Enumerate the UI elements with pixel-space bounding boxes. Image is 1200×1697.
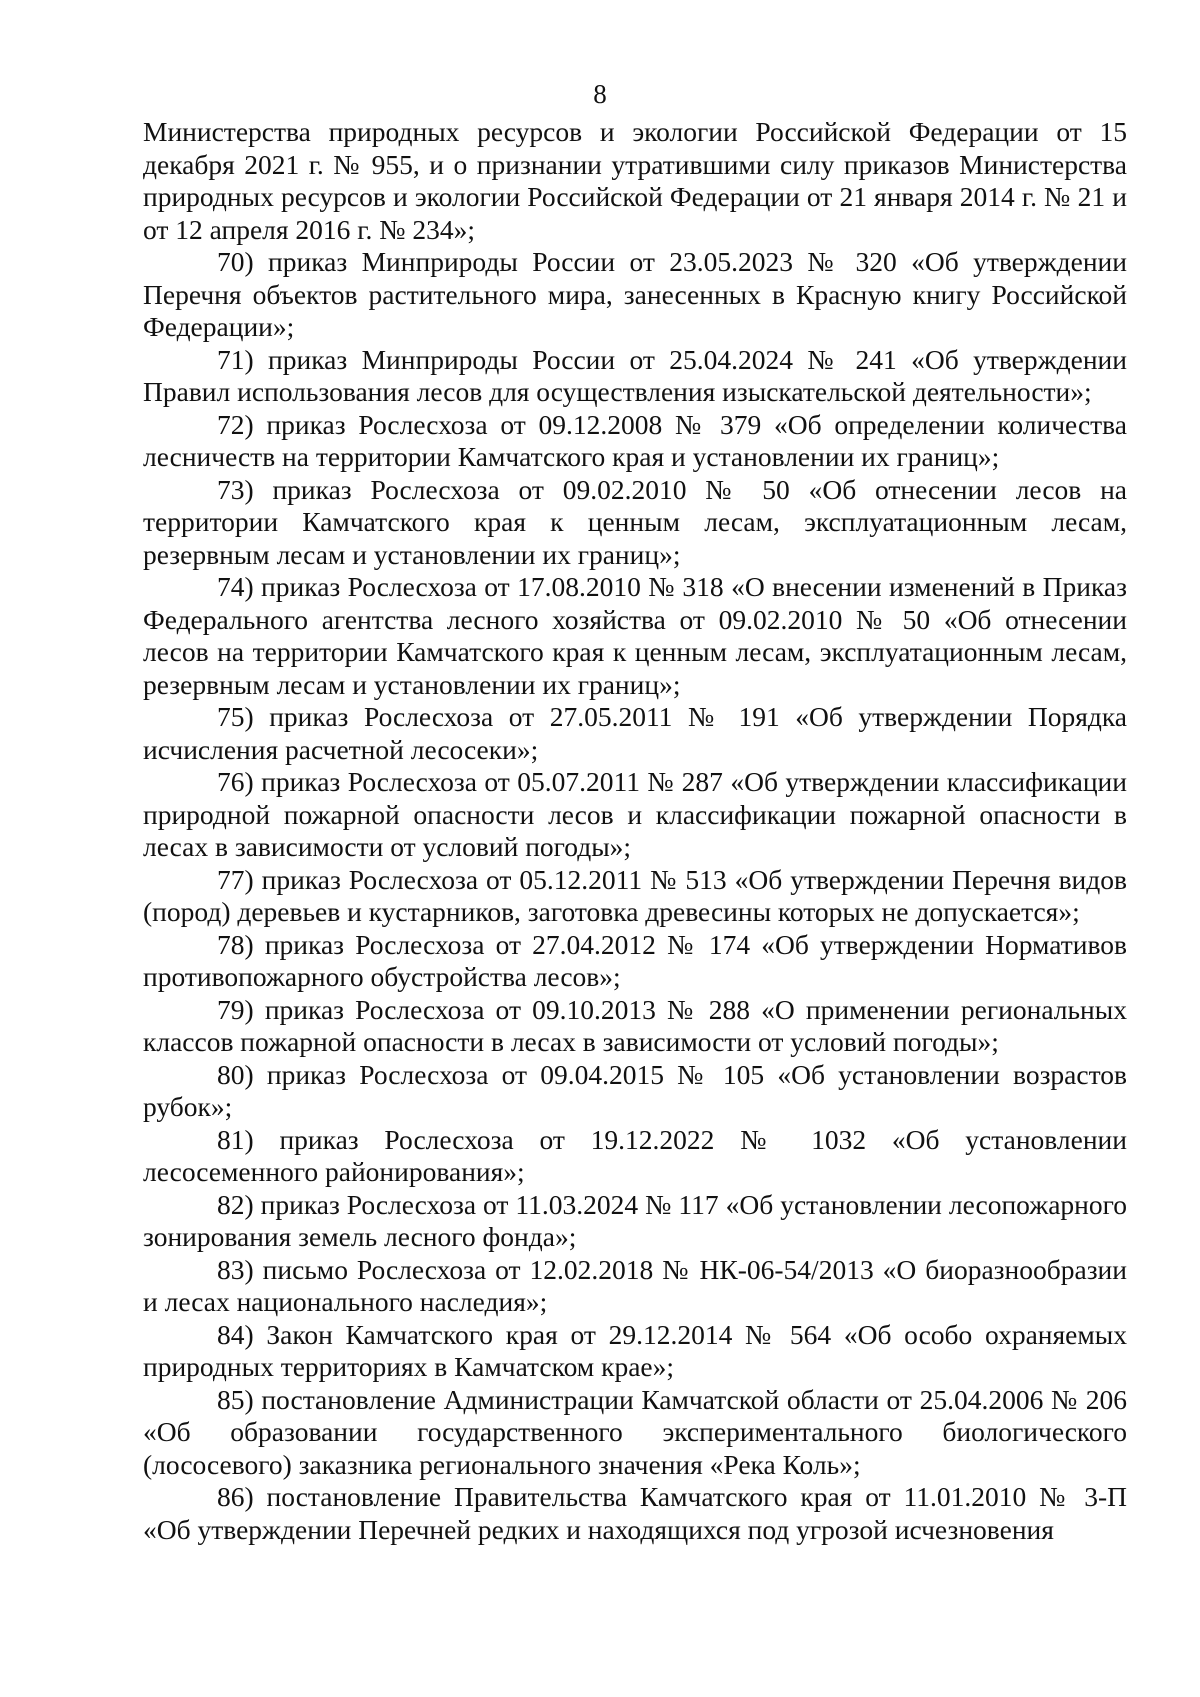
list-item-70: 70) приказ Минприроды России от 23.05.2023 № 320 «Об утверждении Перечня объектов растительного мира, занесенных в Красную книгу Российской Федерации»;	[143, 246, 1127, 342]
list-item-81: 81) приказ Рослесхоза от 19.12.2022 № 1032 «Об установлении лесосеменного районирования»;	[143, 1123, 1127, 1187]
list-item-82: 82) приказ Рослесхоза от 11.03.2024 № 117 «Об установлении лесопожарного зонирования земель лесного фонда»;	[143, 1188, 1127, 1252]
list-item-71: 71) приказ Минприроды России от 25.04.2024 № 241 «Об утверждении Правил использования лесов для осуществления изыскательской деятельности»;	[143, 343, 1127, 407]
page-number: 8	[593, 79, 607, 109]
list-item-85: 85) постановление Администрации Камчатской области от 25.04.2006 № 206 «Об образовании государственного экспериментального биологического (лососевого) заказника регионального значения «Река Коль»;	[143, 1383, 1127, 1480]
list-item-84: 84) Закон Камчатского края от 29.12.2014 № 564 «Об особо охраняемых природных территориях в Камчатском крае»;	[143, 1318, 1127, 1382]
list-item-74: 74) приказ Рослесхоза от 17.08.2010 № 318 «О внесении изменений в Приказ Федерального агентства лесного хозяйства от 09.02.2010 № 50 «Об отнесении лесов на территории Камчатского края к ценным лесам, эксплуатационным лесам, резервным лесам и установлении их границ»;	[143, 571, 1127, 700]
document-body	[143, 116, 1127, 1546]
list-item-73: 73) приказ Рослесхоза от 09.02.2010 № 50 «Об отнесении лесов на территории Камчатского края к ценным лесам, эксплуатационным лесам, резервным лесам и установлении их границ»;	[143, 473, 1127, 570]
paragraph-continuation: Министерства природных ресурсов и экологии Российской Федерации от 15 декабря 2021 г. № 955, и о признании утратившими силу приказов Министерства природных ресурсов и экологии Российской Федерации от 21 января 2014 г. № 21 и от 12 апреля 2016 г. № 234»;	[143, 116, 1127, 245]
list-item-80: 80) приказ Рослесхоза от 09.04.2015 № 105 «Об установлении возрастов рубок»;	[143, 1058, 1127, 1122]
list-item-75: 75) приказ Рослесхоза от 27.05.2011 № 191 «Об утверждении Порядка исчисления расчетной лесосеки»;	[143, 701, 1127, 765]
list-item-72: 72) приказ Рослесхоза от 09.12.2008 № 379 «Об определении количества лесничеств на территории Камчатского края и установлении их границ»;	[143, 408, 1127, 472]
list-item-77: 77) приказ Рослесхоза от 05.12.2011 № 513 «Об утверждении Перечня видов (пород) деревьев и кустарников, заготовка древесины которых не допускается»;	[143, 863, 1127, 927]
list-item-79: 79) приказ Рослесхоза от 09.10.2013 № 288 «О применении региональных классов пожарной опасности в лесах в зависимости от условий погоды»;	[143, 993, 1127, 1057]
list-item-76: 76) приказ Рослесхоза от 05.07.2011 № 287 «Об утверждении классификации природной пожарной опасности лесов и классификации пожарной опасности в лесах в зависимости от условий погоды»;	[143, 766, 1127, 862]
list-item-78: 78) приказ Рослесхоза от 27.04.2012 № 174 «Об утверждении Нормативов противопожарного обустройства лесов»;	[143, 928, 1127, 992]
list-item-83: 83) письмо Рослесхоза от 12.02.2018 № НК-06-54/2013 «О биоразнообразии и лесах национального наследия»;	[143, 1253, 1127, 1317]
list-item-86: 86) постановление Правительства Камчатского края от 11.01.2010 № 3-П «Об утверждении Перечней редких и находящихся под угрозой исчезновения	[143, 1481, 1127, 1545]
